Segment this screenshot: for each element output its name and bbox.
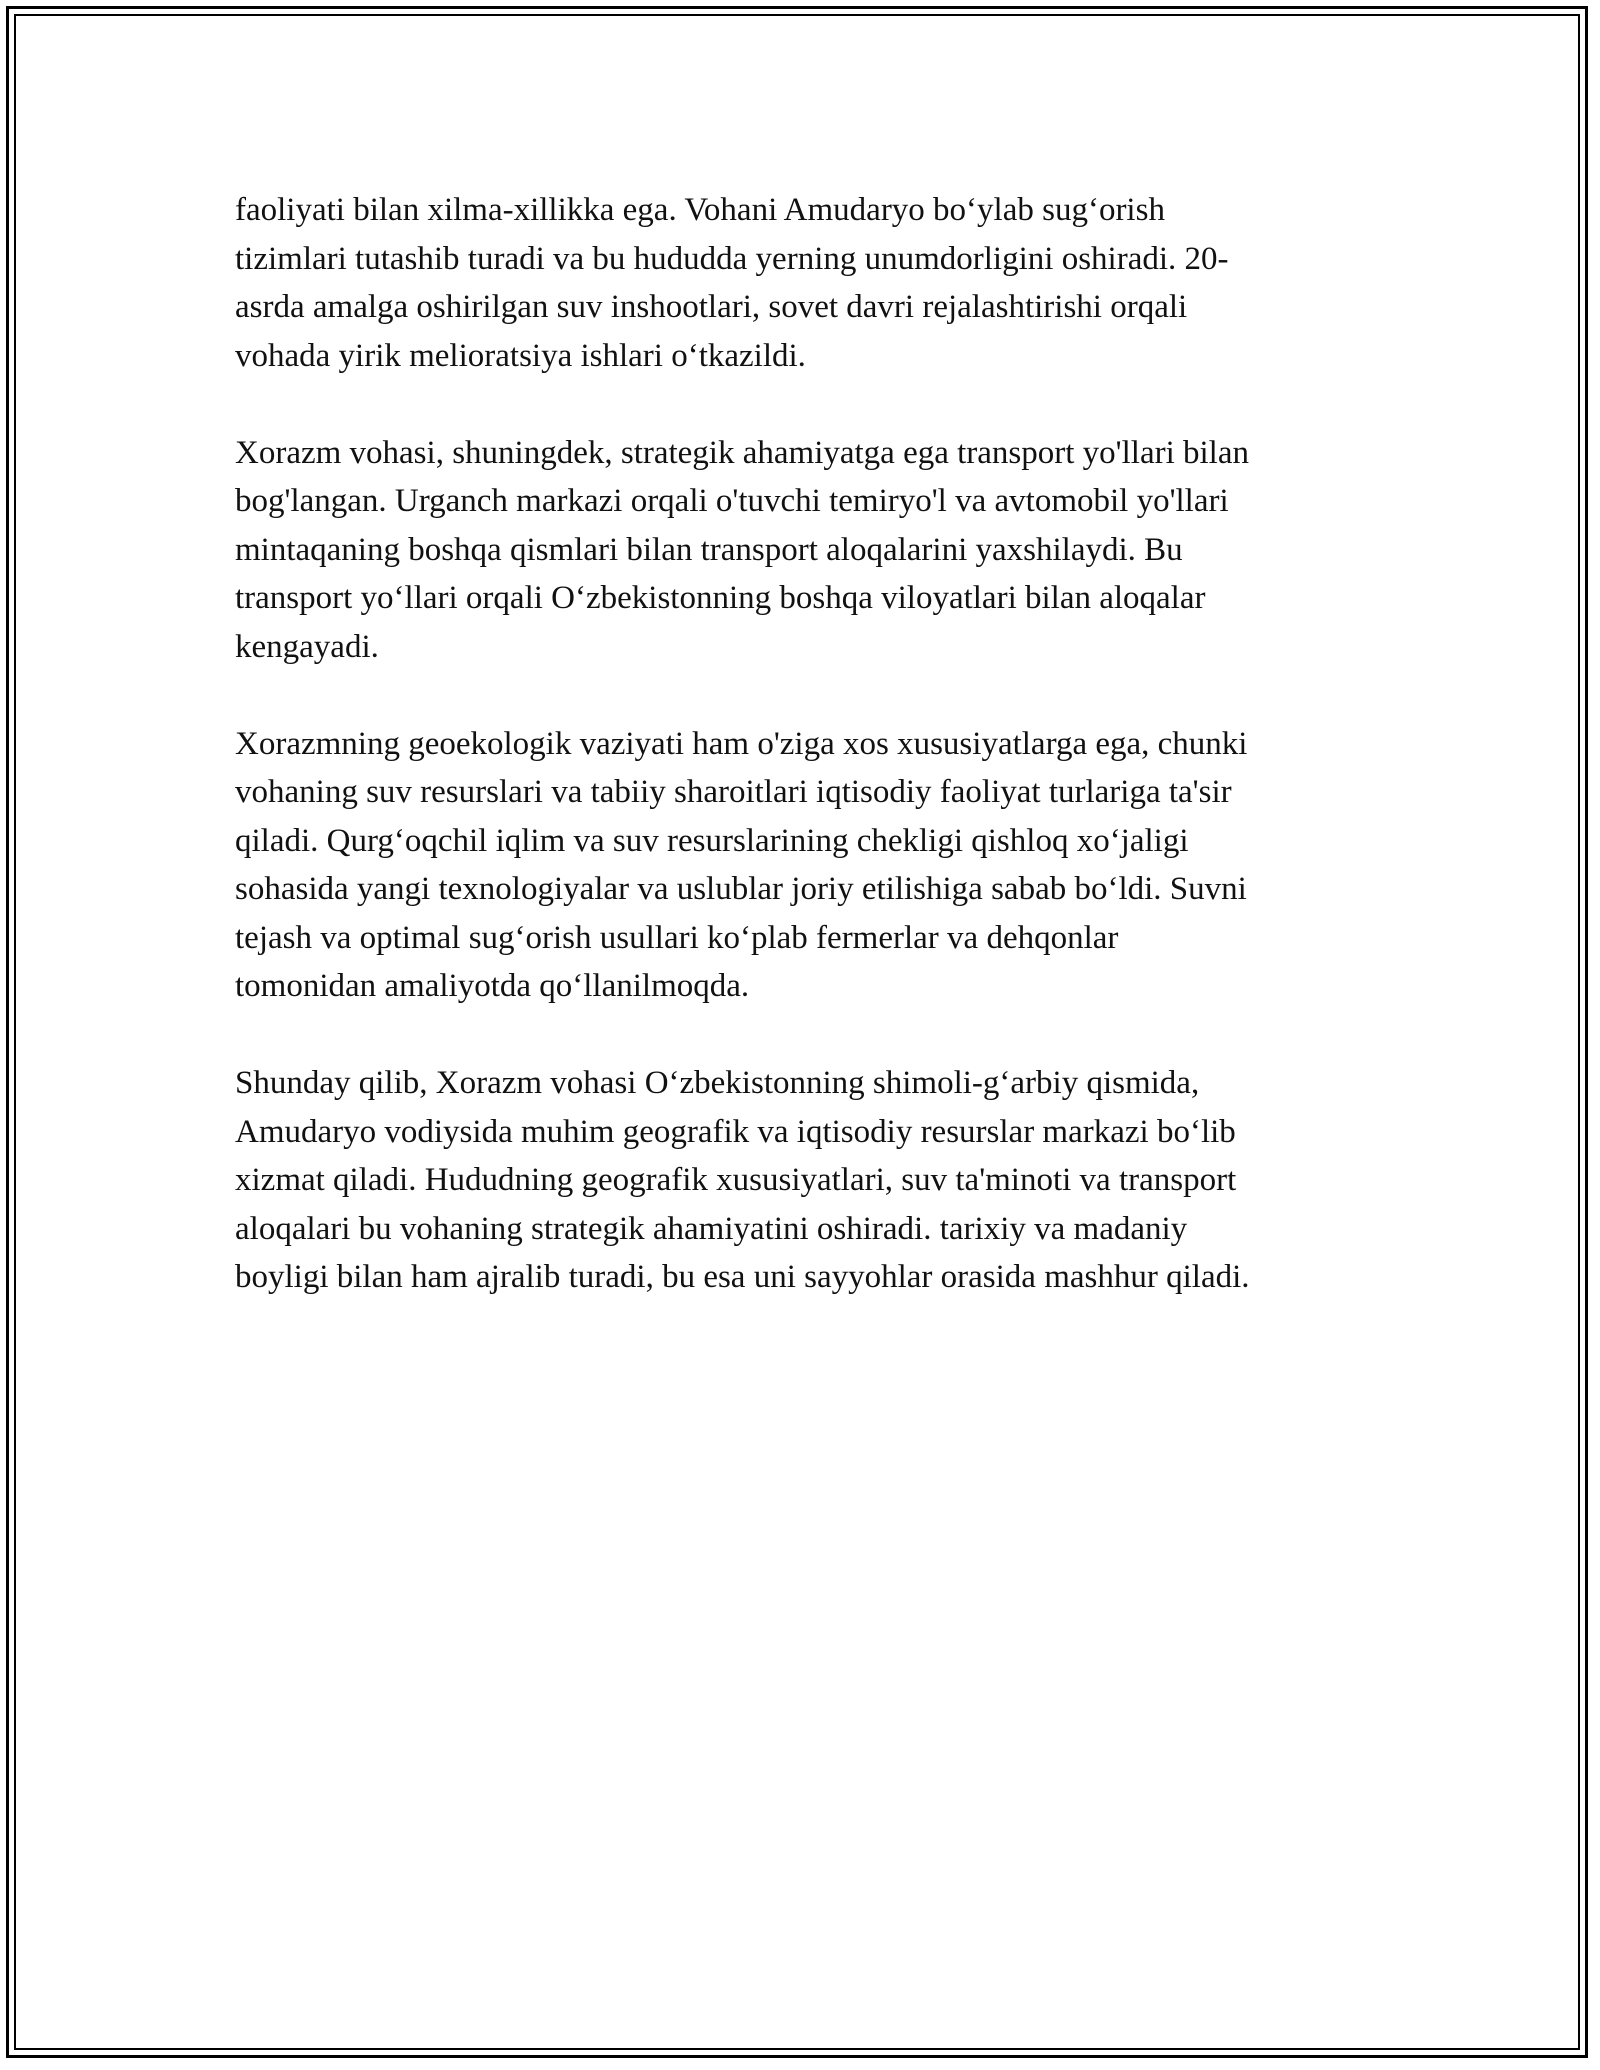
text-line: Shunday qilib, Xorazm vohasi O‘zbekistonning shimoli-g‘arbiy qismida, [235,1065,1200,1101]
paragraph-1 [235,186,1385,380]
paragraph-2 [235,429,1385,672]
paragraph-4 [235,1059,1385,1302]
text-line: aloqalari bu vohaning strategik ahamiyatini oshiradi. tarixiy va madaniy [235,1210,1188,1247]
text-line: tejash va optimal sug‘orish usullari ko‘plab fermerlar va dehqonlar [235,919,1119,956]
text-line: qiladi. Qurg‘oqchil iqlim va suv resurslarining chekligi qishloq xo‘jaligi [235,822,1189,859]
document-body [235,186,1385,1350]
text-line: kengayadi. [235,628,379,665]
text-line: vohaning suv resurslari va tabiiy sharoitlari iqtisodiy faoliyat turlariga ta'sir [235,774,1232,810]
text-line: Xorazm vohasi, shuningdek, strategik ahamiyatga ega transport yo'llari bilan [235,434,1249,471]
text-line: mintaqaning boshqa qismlari bilan transport aloqalarini yaxshilaydi. Bu [235,531,1183,568]
text-line: asrda amalga oshirilgan suv inshootlari, sovet davri rejalashtirishi orqali [235,289,1188,325]
text-line: xizmat qiladi. Hududning geografik xususiyatlari, suv ta'minoti va transport [235,1162,1237,1198]
text-line: Xorazmning geoekologik vaziyati ham o'ziga xos xususiyatlarga ega, chunki [235,725,1248,762]
text-line: vohada yirik melioratsiya ishlari o‘tkazildi. [235,337,806,374]
text-line: boyligi bilan ham ajralib turadi, bu esa uni sayyohlar orasida mashhur qiladi. [235,1259,1250,1295]
text-line: Amudaryo vodiysida muhim geografik va iqtisodiy resurslar markazi bo‘lib [235,1113,1236,1150]
text-line: faoliyati bilan xilma-xillikka ega. Vohani Amudaryo bo‘ylab sug‘orish [235,192,1165,228]
text-line: transport yo‘llari orqali O‘zbekistonning boshqa viloyatlari bilan aloqalar [235,580,1206,616]
text-line: tizimlari tutashib turadi va bu hududda yerning unumdorligini oshiradi. 20- [235,240,1229,277]
text-line: bog'langan. Urganch markazi orqali o'tuvchi temiryo'l va avtomobil yo'llari [235,483,1229,519]
paragraph-3 [235,720,1385,1011]
text-line: sohasida yangi texnologiyalar va uslublar joriy etilishiga sabab bo‘ldi. Suvni [235,871,1247,907]
text-line: tomonidan amaliyotda qo‘llanilmoqda. [235,968,750,1004]
